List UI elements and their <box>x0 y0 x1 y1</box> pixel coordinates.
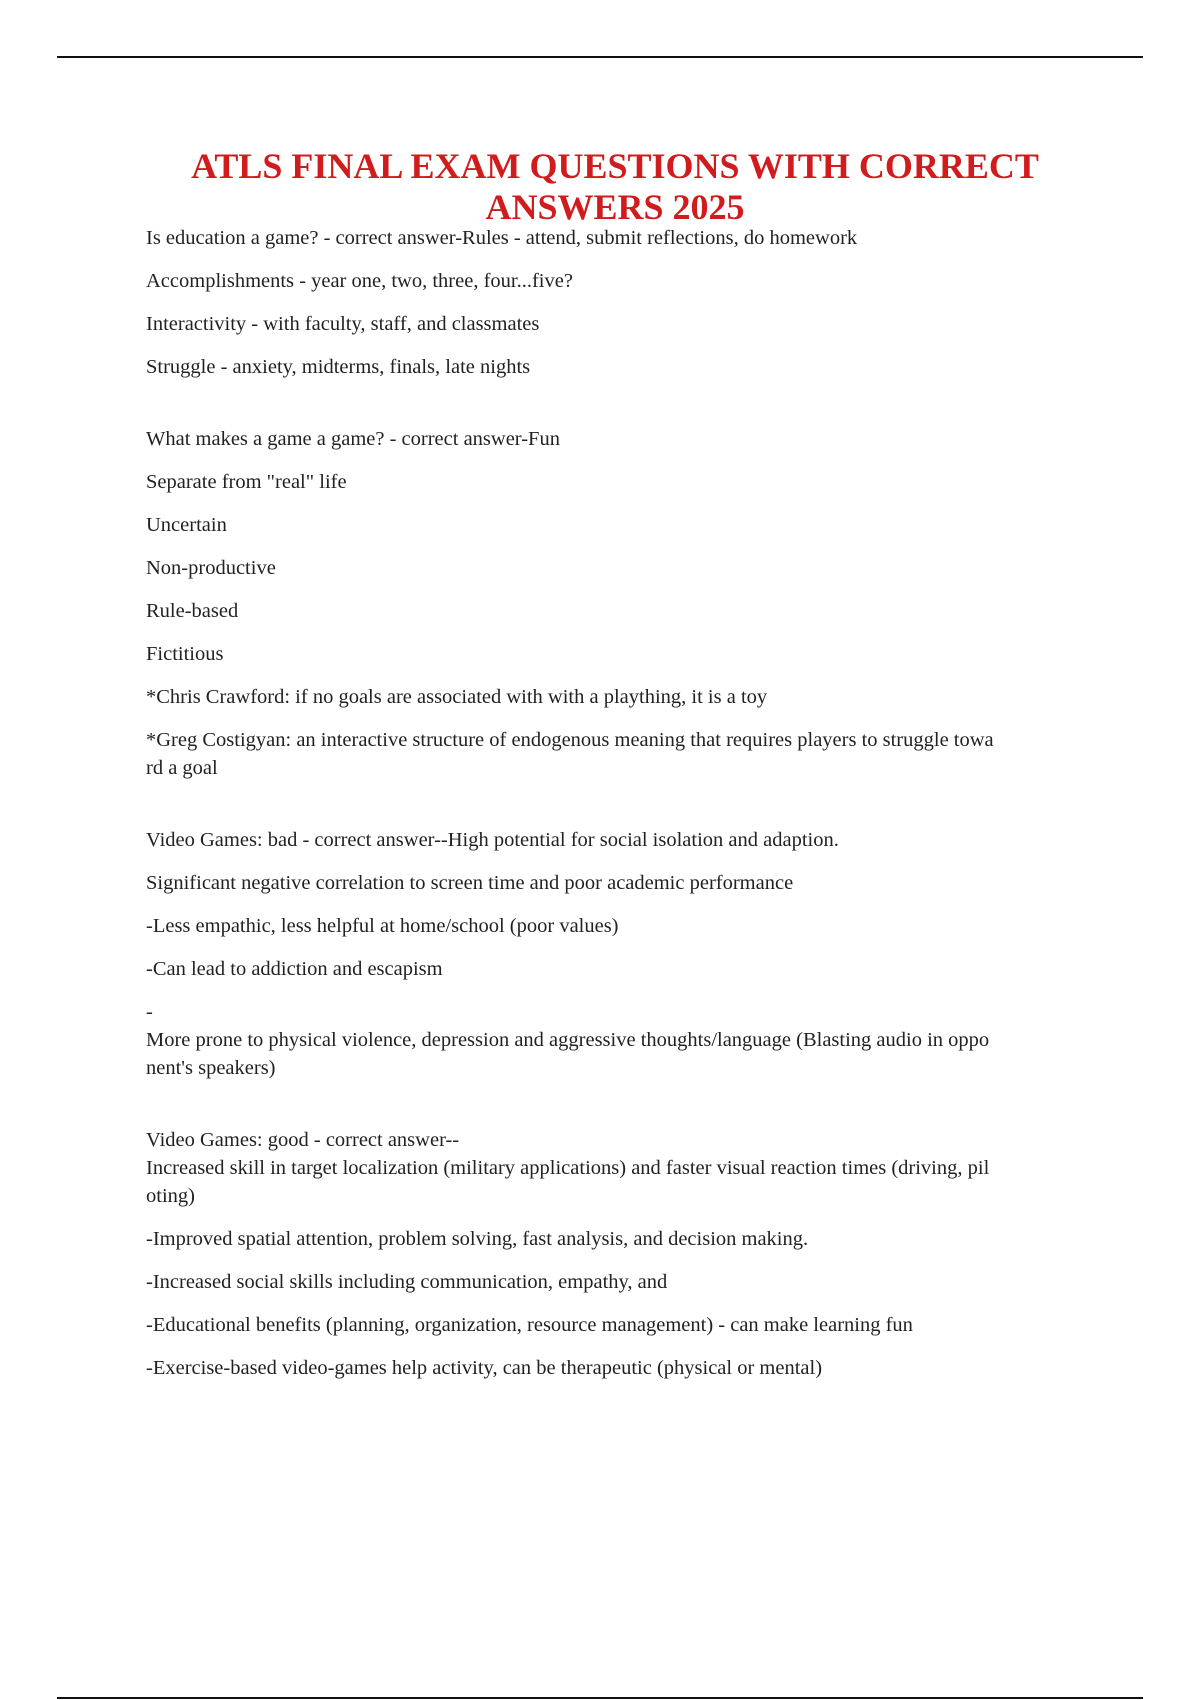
title-line-2: ANSWERS 2025 <box>485 187 745 227</box>
paragraph-line: - <box>146 1001 153 1023</box>
paragraph: Interactivity - with faculty, staff, and classmates <box>146 313 540 335</box>
paragraph: -Educational benefits (planning, organization, resource management) - can make learning fun <box>146 1314 913 1336</box>
paragraph-line: Increased skill in target localization (military applications) and faster visual reaction times (driving, pil <box>146 1157 990 1179</box>
paragraph-line: oting) <box>146 1185 195 1207</box>
paragraph: Is education a game? - correct answer-Rules - attend, submit reflections, do homework <box>146 227 858 249</box>
paragraph: -Exercise-based video-games help activity, can be therapeutic (physical or mental) <box>146 1357 823 1379</box>
paragraph <box>146 998 1086 1082</box>
paragraph: Separate from "real" life <box>146 471 347 493</box>
paragraph: Fictitious <box>146 643 224 665</box>
paragraph-line: nent's speakers) <box>146 1057 276 1079</box>
paragraph <box>146 726 1086 782</box>
title-line-1: ATLS FINAL EXAM QUESTIONS WITH CORRECT <box>191 146 1039 186</box>
paragraph: Significant negative correlation to screen time and poor academic performance <box>146 872 794 894</box>
paragraph: Video Games: bad - correct answer--High potential for social isolation and adaption. <box>146 829 839 851</box>
document-body <box>146 224 1086 1397</box>
paragraph: *Chris Crawford: if no goals are associated with with a plaything, it is a toy <box>146 686 768 708</box>
paragraph: Non-productive <box>146 557 276 579</box>
document-title <box>100 146 1130 228</box>
top-rule <box>57 56 1143 58</box>
paragraph: Accomplishments - year one, two, three, four...five? <box>146 270 573 292</box>
paragraph: Uncertain <box>146 514 227 536</box>
paragraph: Struggle - anxiety, midterms, finals, late nights <box>146 356 531 378</box>
paragraph-line: More prone to physical violence, depression and aggressive thoughts/language (Blasting audio in oppo <box>146 1029 990 1051</box>
paragraph: -Can lead to addiction and escapism <box>146 958 443 980</box>
paragraph: -Improved spatial attention, problem solving, fast analysis, and decision making. <box>146 1228 809 1250</box>
paragraph: -Less empathic, less helpful at home/school (poor values) <box>146 915 619 937</box>
paragraph: -Increased social skills including communication, empathy, and <box>146 1271 668 1293</box>
paragraph-line: *Greg Costigyan: an interactive structure of endogenous meaning that requires players to struggle towa <box>146 729 994 751</box>
paragraph-line: Video Games: good - correct answer-- <box>146 1129 460 1151</box>
paragraph: What makes a game a game? - correct answer-Fun <box>146 428 560 450</box>
paragraph: Rule-based <box>146 600 239 622</box>
paragraph <box>146 1126 1086 1210</box>
paragraph-line: rd a goal <box>146 757 218 779</box>
bottom-rule <box>57 1697 1143 1699</box>
